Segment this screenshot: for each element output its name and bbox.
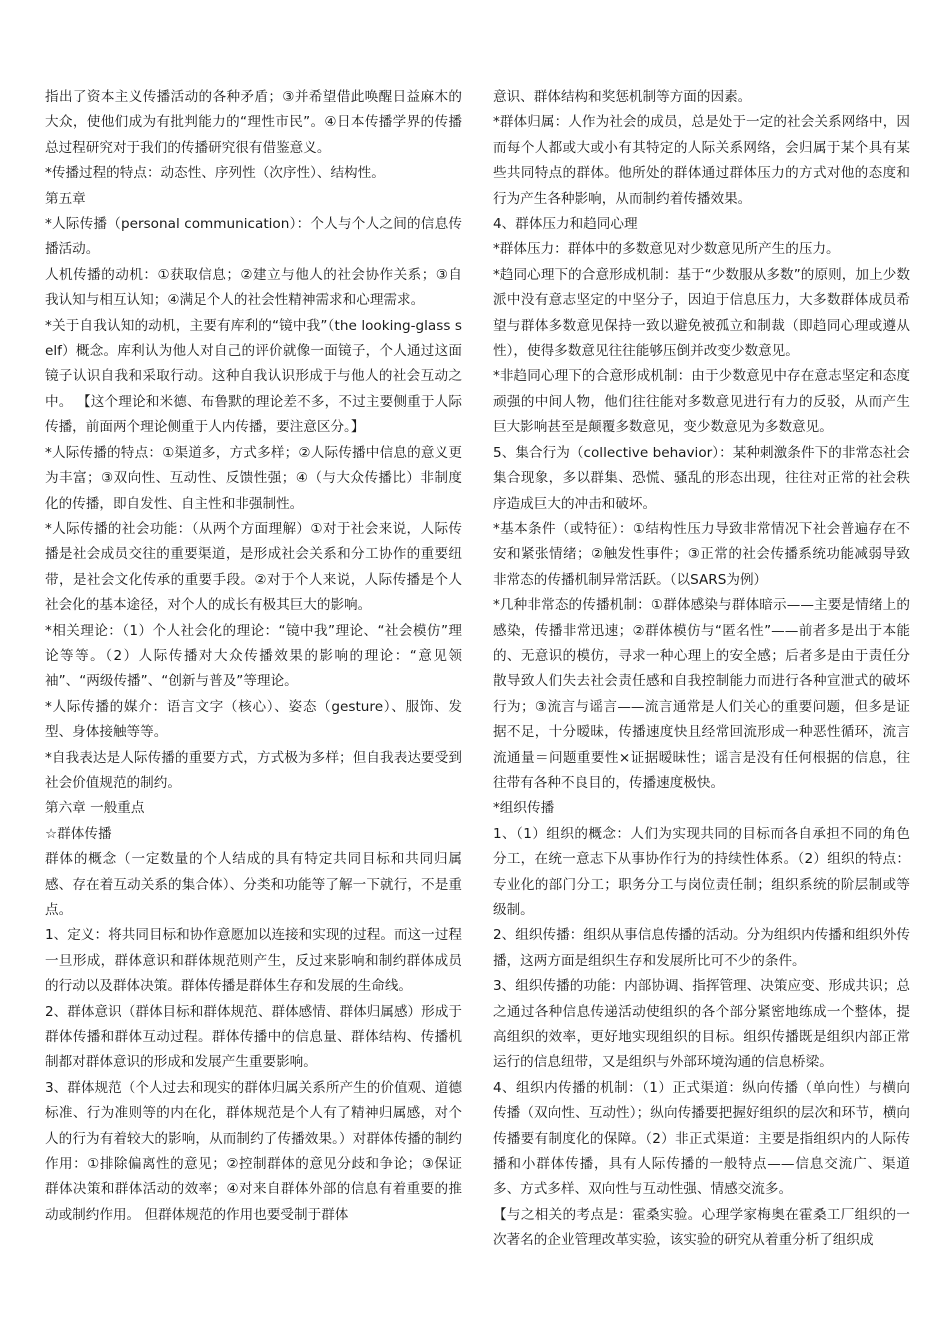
paragraph: *人际传播的特点：①渠道多，方式多样；②人际传播中信息的意义更为丰富；③双向性、互动性、反馈性强；④（与大众传播比）非制度化的传播，即自发性、自主性和非强制性。 bbox=[45, 444, 462, 512]
paragraph: 人机传播的动机：①获取信息；②建立与他人的社会协作关系；③自我认知与相互认知；④满足个人的社会性精神需求和心理需求。 bbox=[45, 266, 462, 309]
paragraph: 【与之相关的考点是：霍桑实验。心理学家梅奥在霍桑工厂组织的一次著名的企业管理改革实验，该实验的研究从着重分析了组织成 bbox=[493, 1206, 910, 1249]
paragraph: *基本条件（或特征）：①结构性压力导致非常情况下社会普遍存在不安和紧张情绪；②触发性事件；③正常的社会传播系统功能减弱导致非常态的传播机制异常活跃。（以SARS为例） bbox=[493, 520, 910, 588]
paragraph: *群体归属：人作为社会的成员，总是处于一定的社会关系网络中，因而每个人都或大或小有其特定的人际关系网络，会归属于某个具有某些共同特点的群体。他所处的群体通过群体压力的方式对他的态度和行为产生各种影响，从而制约着传播效果。 bbox=[493, 114, 910, 207]
chapter-heading: 第五章 bbox=[45, 190, 86, 207]
paragraph: *人际传播（personal communication）：个人与个人之间的信息传播活动。 bbox=[45, 216, 462, 258]
paragraph: 3、群体规范（个人过去和现实的群体归属关系所产生的价值观、道德标准、行为准则等的内在化，群体规范是个人有了精神归属感，对个人的行为有着较大的影响，从而制约了传播效果。）对群体传播的制约作用：①排除偏离性的意见；②控制群体的意见分歧和争论；③保证群体决策和群体活动的效率；④对来自群体外部的信息有着重要的推动或制约作用。 但群体规范的作用也要受制于群体 bbox=[45, 1079, 462, 1223]
paragraph: *相关理论：（1）个人社会化的理论：“镜中我”理论、“社会模仿”理论等等。（2）人际传播对大众传播效果的影响的理论：“意见领袖”、“两级传播”、“创新与普及”等理论。 bbox=[45, 622, 462, 690]
paragraph: 2、组织传播：组织从事信息传播的活动。分为组织内传播和组织外传播，这两方面是组织生存和发展所比可不少的条件。 bbox=[493, 927, 910, 969]
section-heading: 4、群体压力和趋同心理 bbox=[493, 216, 638, 233]
paragraph: 指出了资本主义传播活动的各种矛盾；③并希望借此唤醒日益麻木的大众，使他们成为有批判能力的“理性市民”。④日本传播学界的传播总过程研究对于我们的传播研究很有借鉴意义。 bbox=[45, 89, 462, 156]
left-column bbox=[45, 85, 462, 1228]
paragraph: *趋同心理下的合意形成机制：基于“少数服从多数”的原则，加上少数派中没有意志坚定的中坚分子，因迫于信息压力，大多数群体成员希望与群体多数意见保持一致以避免被孤立和制裁（即趋同心理或遵从性），使得多数意见往往能够压倒并改变少数意见。 bbox=[493, 266, 910, 360]
paragraph: 1、（1）组织的概念：人们为实现共同的目标而各自承担不同的角色分工，在统一意志下从事协作行为的持续性体系。（2）组织的特点：专业化的部门分工；职务分工与岗位责任制；组织系统的阶层制或等级制。 bbox=[493, 825, 910, 918]
paragraph: 3、组织传播的功能：内部协调、指挥管理、决策应变、形成共识；总之通过各种信息传递活动使组织的各个部分紧密地练成一个整体，提高组织的效率，更好地实现组织的目标。组织传播既是组织内部正常运行的信息纽带，又是组织与外部环境沟通的信息桥梁。 bbox=[493, 978, 910, 1071]
section-heading: ☆群体传播 bbox=[45, 825, 112, 842]
paragraph: *几种非常态的传播机制：①群体感染与群体暗示——主要是情绪上的感染，传播非常迅速；②群体模仿与“匿名性”——前者多是出于本能的、无意识的模仿，寻求一种心理上的安全感；后者多是由于责任分散导致人们失去社会责任感和自我控制能力而进行各种宣泄式的破坏行为；③流言与谣言——流言通常是人们关心的重要问题，但多是证据不足，十分暧昧，传播速度快且经常回流形成一种恶性循环，流言流通量＝问题重要性×证据暧昧性；谣言是没有任何根据的信息，往往带有各种不良目的，传播速度极快。 bbox=[493, 597, 910, 791]
chapter-heading: 第六章 一般重点 bbox=[45, 800, 145, 817]
paragraph: 意识、群体结构和奖惩机制等方面的因素。 bbox=[493, 89, 752, 105]
paragraph: *群体压力：群体中的多数意见对少数意见所产生的压力。 bbox=[493, 241, 840, 258]
right-column bbox=[493, 85, 910, 1254]
paragraph: 群体的概念（一定数量的个人结成的具有特定共同目标和共同归属感、存在着互动关系的集合体）、分类和功能等了解一下就行，不是重点。 bbox=[45, 851, 462, 918]
paragraph: *人际传播的媒介：语言文字（核心）、姿态（gesture）、服饰、发型、身体接触等等。 bbox=[45, 698, 462, 741]
paragraph: *关于自我认知的动机，主要有库利的“镜中我”（the looking-glass self）概念。库利认为他人对自己的评价就像一面镜子，个人通过这面镜子认识自我和采取行动。这种自我认识形成于与他人的社会互动之中。 【这个理论和米德、布鲁默的理论差不多，不过主要侧重于人际传播，前面两个理论侧重于人内传播，要注意区分。】 bbox=[45, 317, 462, 436]
paragraph: 5、集合行为（collective behavior）：某种刺激条件下的非常态社会集合现象，多以群集、恐慌、骚乱的形态出现，往往对正常的社会秩序造成巨大的冲击和破坏。 bbox=[493, 444, 910, 512]
paragraph: *非趋同心理下的合意形成机制：由于少数意见中存在意志坚定和态度顽强的中间人物，他们往往能对多数意见进行有力的反驳，从而产生巨大影响甚至是颠覆多数意见，变少数意见为多数意见。 bbox=[493, 368, 910, 436]
paragraph: 4、组织内传播的机制：（1）正式渠道：纵向传播（单向性）与横向传播（双向性、互动性）；纵向传播要把握好组织的层次和环节，横向传播要有制度化的保障。（2）非正式渠道：主要是指组织内的人际传播和小群体传播，具有人际传播的一般特点——信息交流广、渠道多、方式多样、双向性与互动性强、情感交流多。 bbox=[493, 1079, 910, 1198]
paragraph: 1、定义：将共同目标和协作意愿加以连接和实现的过程。而这一过程一旦形成，群体意识和群体规范则产生，反过来影响和制约群体成员的行动以及群体决策。群体传播是群体生存和发展的生命线。 bbox=[45, 927, 462, 995]
paragraph: 2、群体意识（群体目标和群体规范、群体感情、群体归属感）形成于群体传播和群体互动过程。群体传播中的信息量、群体结构、传播机制都对群体意识的形成和发展产生重要影响。 bbox=[45, 1003, 462, 1071]
paragraph: *自我表达是人际传播的重要方式，方式极为多样；但自我表达要受到社会价值规范的制约。 bbox=[45, 749, 462, 791]
paragraph: *人际传播的社会功能：（从两个方面理解）①对于社会来说，人际传播是社会成员交往的重要渠道，是形成社会关系和分工协作的重要纽带，是社会文化传承的重要手段。②对于个人来说，人际传播是个人社会化的基本途径，对个人的成长有极其巨大的影响。 bbox=[45, 520, 462, 614]
section-heading: *组织传播 bbox=[493, 800, 555, 817]
paragraph: *传播过程的特点：动态性、序列性（次序性）、结构性。 bbox=[45, 165, 385, 182]
